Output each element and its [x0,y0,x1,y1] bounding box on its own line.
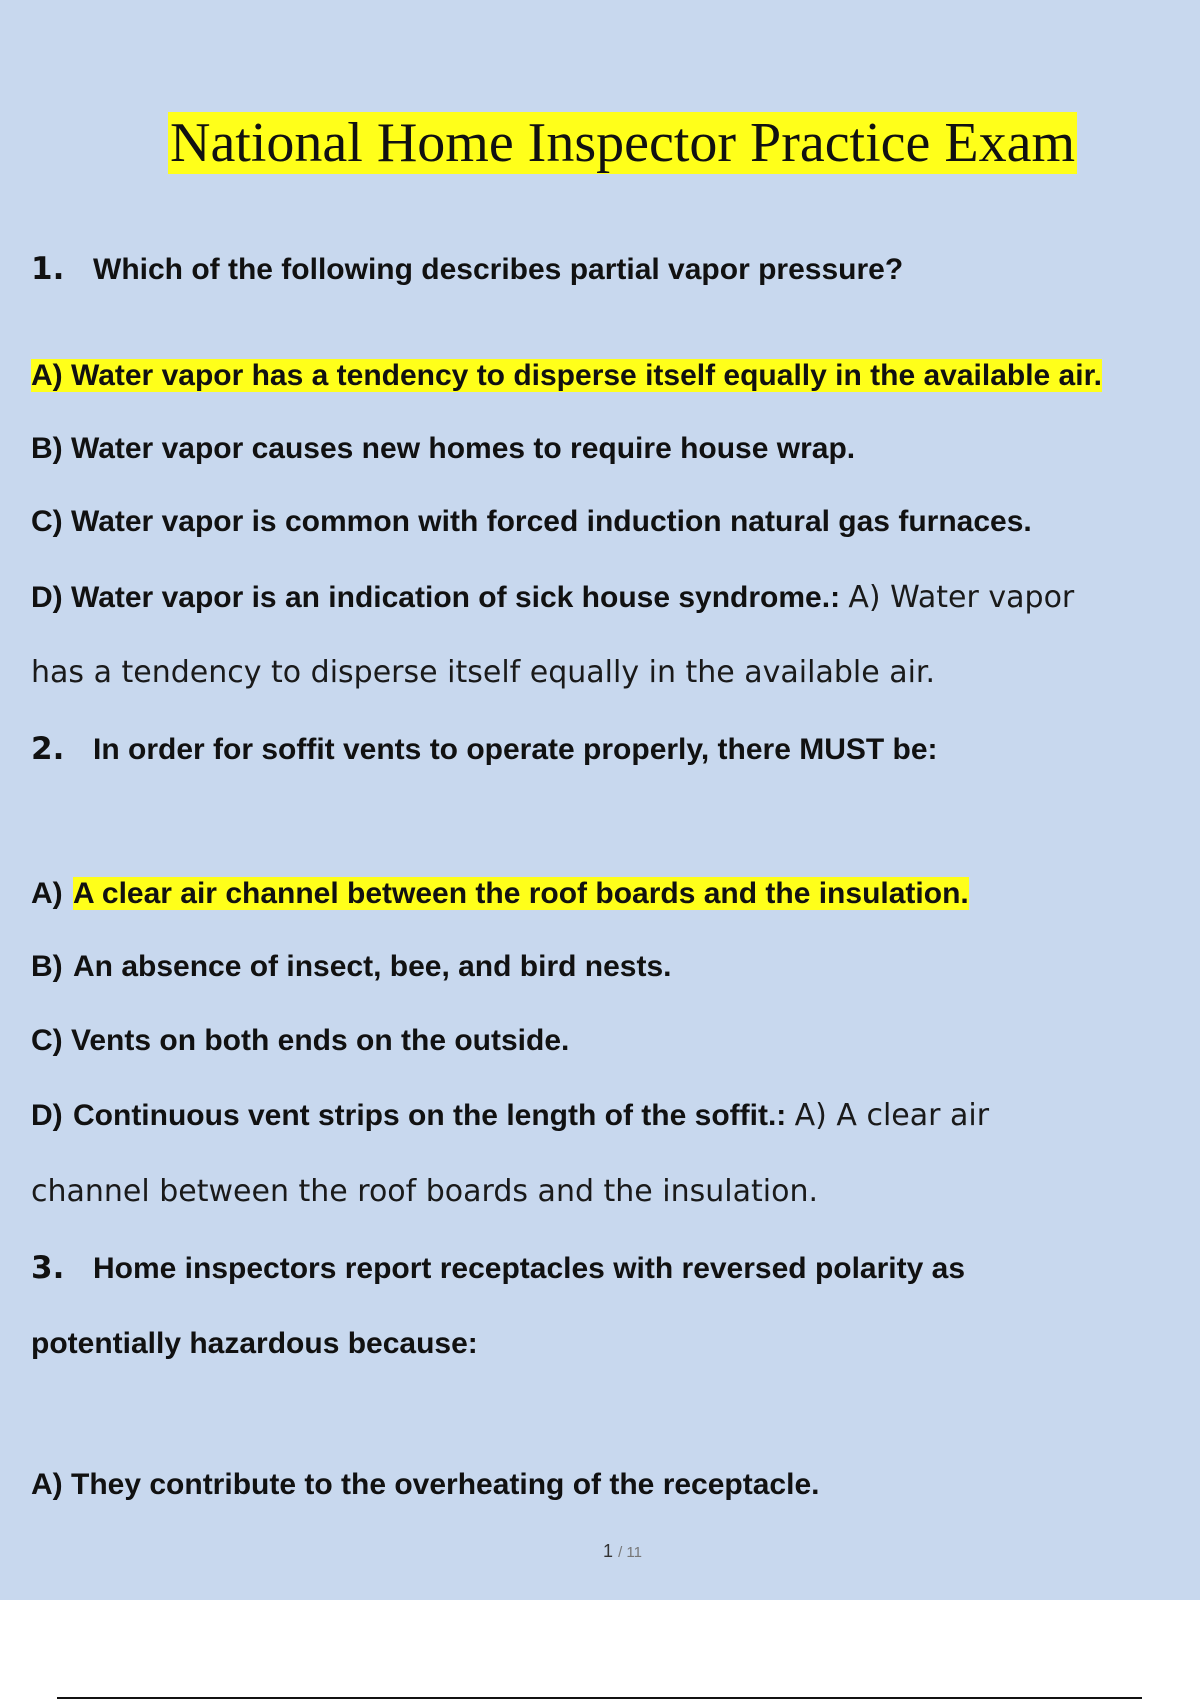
option-letter: C) [31,1024,63,1057]
q1-option-d [31,577,1190,619]
q2-option-c [31,1020,1190,1062]
question-text: Home inspectors report receptacles with reversed polarity as [93,1252,966,1285]
question-3-continued: potentially hazardous because: [31,1327,478,1360]
question-2 [31,728,1190,771]
question-number: 2. [31,731,65,767]
page-title [0,108,1200,178]
option-letter: D) [31,1099,63,1132]
highlighted-answer [31,359,1102,392]
q1-option-a [31,355,1190,397]
q2-option-a [31,873,1190,915]
q2-answer-continued: channel between the roof boards and the insulation. [31,1174,819,1209]
page-total: / 11 [618,1544,642,1561]
question-1 [31,248,1190,291]
q1-option-c [31,501,1190,543]
answer-text: A) Water vapor [848,580,1075,615]
option-letter: C) [31,505,63,538]
option-text: Continuous vent strips on the length of the soffit.: [73,1099,787,1132]
q1-option-b [31,428,1190,470]
option-text: Vents on both ends on the outside. [71,1024,570,1057]
page-current: 1 [603,1541,614,1561]
option-text: Water vapor is an indication of sick house syndrome.: [71,581,841,614]
q2-option-d [31,1095,1190,1137]
option-text: Water vapor has a tendency to disperse itself equally in the available air. [71,359,1102,392]
option-letter: B) [31,950,63,983]
question-number: 1. [31,251,65,287]
option-text: An absence of insect, bee, and bird nests. [73,950,672,983]
q1-answer-continued: has a tendency to disperse itself equally in the available air. [31,655,936,690]
question-text: Which of the following describes partial vapor pressure? [93,253,904,286]
answer-text: A) A clear air [794,1098,990,1133]
question-text: In order for soffit vents to operate properly, there MUST be: [93,733,938,766]
highlighted-answer: A clear air channel between the roof boards and the insulation. [73,877,969,910]
title-highlight: National Home Inspector Practice Exam [170,112,1075,174]
option-letter: B) [31,432,63,465]
question-3 [31,1247,1190,1290]
option-letter: A) [31,877,63,910]
option-letter: A) [31,359,63,392]
option-text: Water vapor causes new homes to require house wrap. [71,432,856,465]
page-divider [57,1697,1142,1699]
q2-option-b [31,946,1190,988]
question-number: 3. [31,1250,65,1286]
page-indicator [0,1541,1200,1562]
option-letter: D) [31,581,63,614]
q3-option-a [31,1464,1190,1506]
option-text: They contribute to the overheating of the receptacle. [71,1468,820,1501]
option-text: Water vapor is common with forced induction natural gas furnaces. [71,505,1032,538]
option-letter: A) [31,1468,63,1501]
